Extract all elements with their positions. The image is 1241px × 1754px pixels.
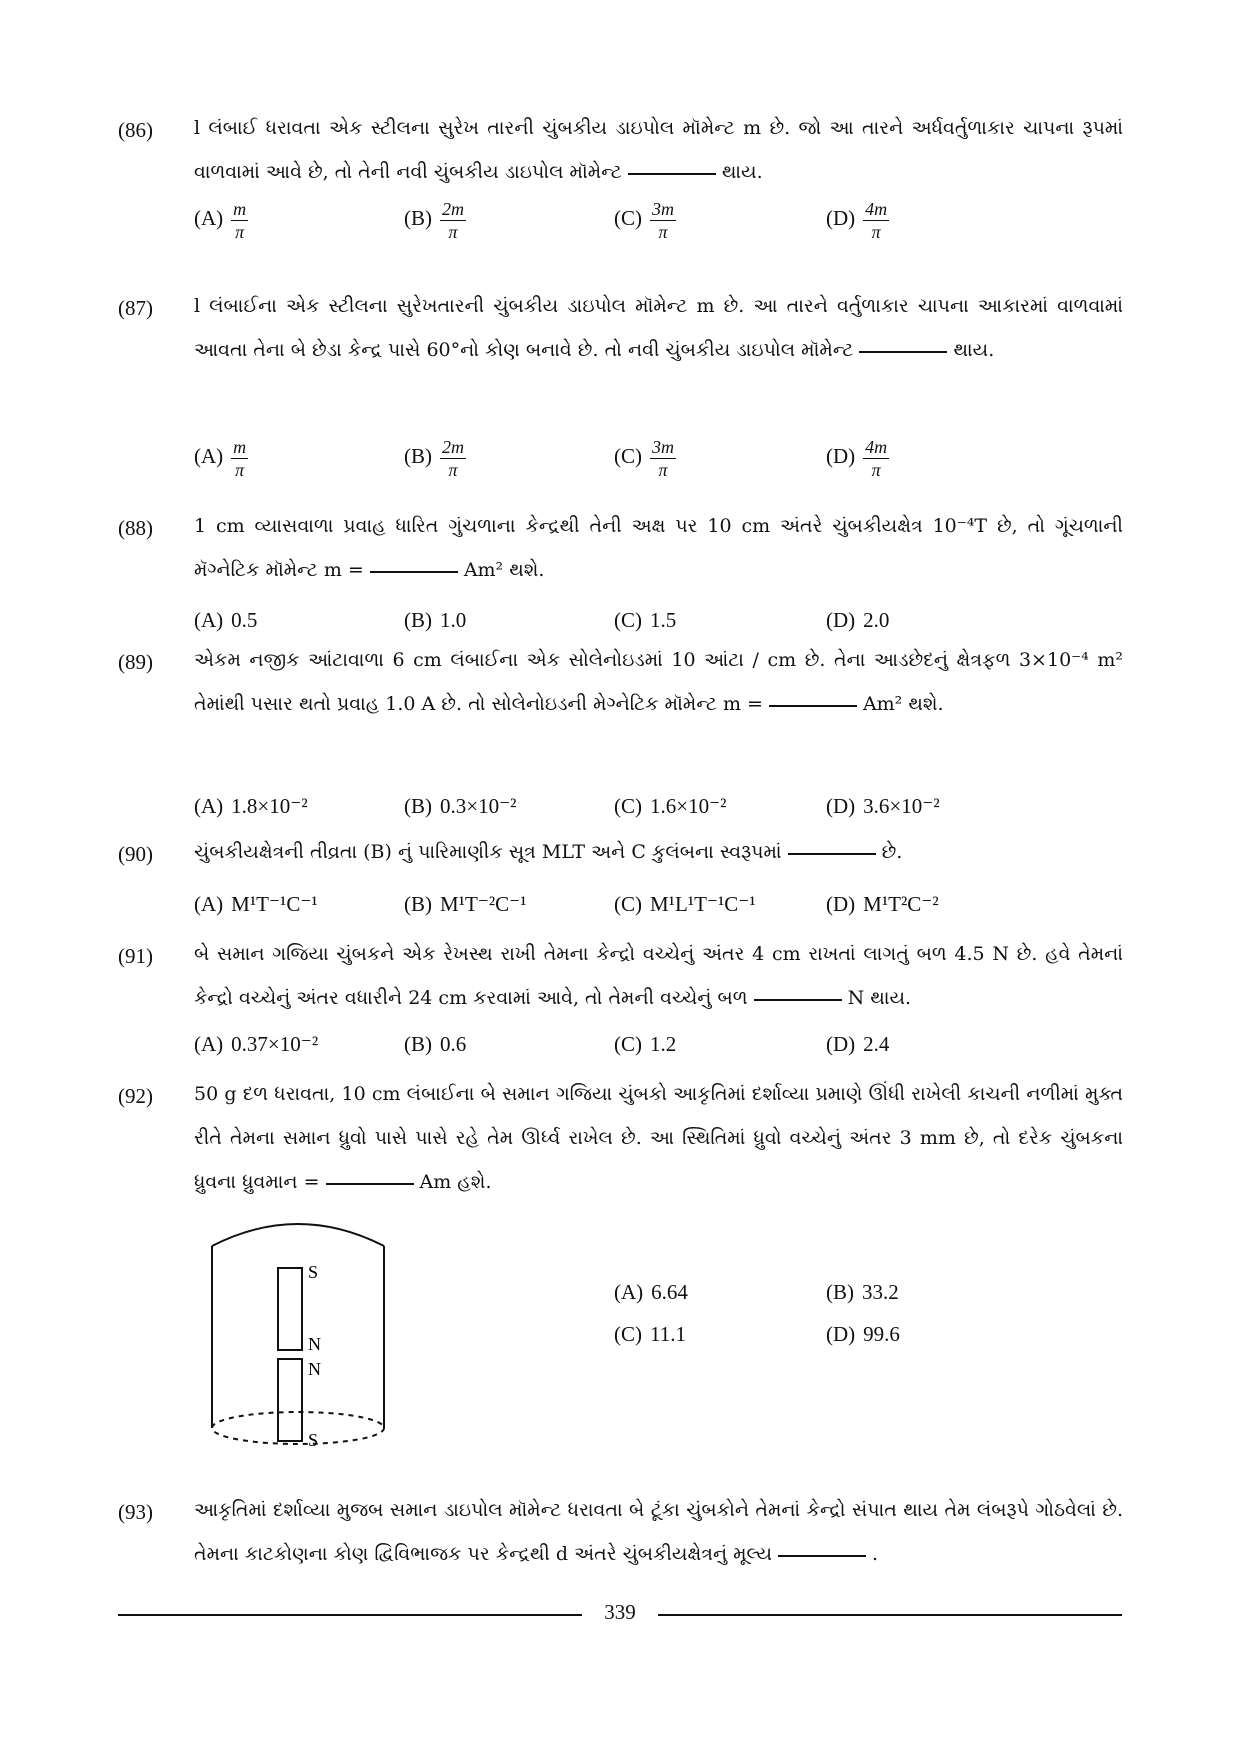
option-c: (C) 1.5	[614, 608, 677, 632]
answer-blank	[769, 704, 857, 707]
question-number: (90)	[118, 842, 153, 866]
option-c: (C) 11.1	[614, 1322, 686, 1346]
option-d: (D) 2.4	[826, 1032, 890, 1056]
question-text: આકૃતિમાં દર્શાવ્યા મુજબ સમાન ડાઇપોલ મૉમેન્ટ ધરાવતા બે ટૂંકા ચુંબકોને તેમનાં કેન્દ્રો સંપાત થાય તેમ લંબરૂપે ગોઠવેલાં છે. તેમના કાટકોણના કોણ દ્વિવિભાજક પર કેન્દ્રથી d અંતરે ચુંબકીયક્ષેત્રનું મૂલ્ય .	[194, 1499, 1123, 1565]
option-b: (B) M¹T⁻²C⁻¹	[404, 892, 527, 916]
question-number: (87)	[118, 296, 153, 320]
option-c: (C) M¹L¹T⁻¹C⁻¹	[614, 892, 756, 916]
question-number: (93)	[118, 1500, 153, 1524]
option-b: (B) $\frac{2m}{\pi}$	[404, 199, 464, 242]
option-b: (B) 33.2	[826, 1280, 899, 1304]
answer-blank	[859, 350, 947, 353]
option-c: (C) $\frac{3m}{\pi}$	[614, 437, 674, 480]
option-a: (A) M¹T⁻¹C⁻¹	[194, 892, 318, 916]
page-number: 339	[604, 1600, 636, 1624]
fraction: $\frac{m}{\pi}$	[233, 199, 247, 242]
option-a: (A) 6.64	[614, 1280, 688, 1304]
question-text: એકમ નજીક આંટાવાળા 6 cm લંબાઈના એક સોલેનોઇડમાં 10 આંટા / cm છે. તેના આડછેદનું ક્ષેત્રફળ 3×10⁻⁴ m² તેમાંથી પસાર થતો પ્રવાહ 1.0 A છે. તો સોલેનોઇડની મેગ્નેટિક મૉમેન્ટ m = Am² થશે.	[194, 649, 1123, 715]
option-c: (C) 1.6×10⁻²	[614, 794, 727, 818]
question-number: (92)	[118, 1084, 153, 1108]
lower-magnet-top-pole: N	[308, 1359, 321, 1379]
option-c: (C) 1.2	[614, 1032, 677, 1056]
footer-rule-right	[658, 1614, 1122, 1616]
fraction: $\frac{3m}{\pi}$	[652, 437, 674, 480]
question-text: l લંબાઈ ધરાવતા એક સ્ટીલના સુરેખ તારની ચુંબકીય ડાઇપોલ મૉમેન્ટ m છે. જો આ તારને અર્ધવર્તુળાકાર ચાપના રૂપમાં વાળવામાં આવે છે, તો તેની નવી ચુંબકીય ડાઇપોલ મૉમેન્ટ થાય.	[194, 117, 1123, 183]
fraction: $\frac{3m}{\pi}$	[652, 199, 674, 242]
fraction: $\frac{2m}{\pi}$	[442, 199, 464, 242]
tube-bottom-ellipse	[212, 1412, 384, 1444]
upper-magnet-bottom-pole: N	[308, 1334, 321, 1354]
tube-top-arch	[212, 1224, 384, 1246]
fraction: $\frac{2m}{\pi}$	[442, 437, 464, 480]
question-number: (88)	[118, 516, 153, 540]
options	[194, 436, 1123, 486]
option-d: (D) 99.6	[826, 1322, 900, 1346]
question-text: ચુંબકીયક્ષેત્રની તીવ્રતા (B) નું પારિમાણીક સૂત્ર MLT અને C કુલંબના સ્વરૂપમાં છે.	[194, 841, 903, 863]
answer-blank	[754, 998, 842, 1001]
option-a: (A) $\frac{m}{\pi}$	[194, 437, 247, 480]
option-d: (D) 3.6×10⁻²	[826, 794, 940, 818]
lower-magnet-bottom-pole: S	[308, 1430, 319, 1450]
option-a: (A) 1.8×10⁻²	[194, 794, 308, 818]
question-text: બે સમાન ગજિયા ચુંબકને એક રેખસ્થ રાખી તેમના કેન્દ્રો વચ્ચેનું અંતર 4 cm રાખતાં લાગતું બળ 4.5 N છે. હવે તેમનાં કેન્દ્રો વચ્ચેનું અંતર વધારીને 24 cm કરવામાં આવે, તો તેમની વચ્ચેનું બળ N થાય.	[194, 943, 1123, 1009]
answer-blank	[628, 172, 716, 175]
option-b: (B) 1.0	[404, 608, 467, 632]
question-number: (86)	[118, 118, 153, 142]
question-text: 50 g દળ ધરાવતા, 10 cm લંબાઈના બે સમાન ગજિયા ચુંબકો આકૃતિમાં દર્શાવ્યા પ્રમાણે ઊંધી રાખેલી કાચની નળીમાં મુક્ત રીતે તેમના સમાન ધ્રુવો પાસે પાસે રહે તેમ ઊર્ધ્વ રાખેલ છે. આ સ્થિતિમાં ધ્રુવો વચ્ચેનું અંતર 3 mm છે, તો દરેક ચુંબકના ધ્રુવના ધ્રુવમાન = Am હશે.	[194, 1083, 1123, 1193]
options	[194, 198, 1123, 248]
fraction: $\frac{4m}{\pi}$	[865, 437, 888, 480]
option-a: (A) $\frac{m}{\pi}$	[194, 199, 247, 242]
option-c: (C) $\frac{3m}{\pi}$	[614, 199, 674, 242]
option-d: (D) $\frac{4m}{\pi}$	[826, 199, 888, 242]
options-row-2	[194, 1322, 1123, 1372]
fraction: $\frac{4m}{\pi}$	[865, 199, 888, 242]
upper-magnet-top-pole: S	[308, 1262, 319, 1282]
option-d: (D) $\frac{4m}{\pi}$	[826, 437, 888, 480]
answer-blank	[370, 570, 458, 573]
question-text: 1 cm વ્યાસવાળા પ્રવાહ ધારિત ગુંચળાના કેન્દ્રથી તેની અક્ષ પર 10 cm અંતરે ચુંબકીયક્ષેત્ર 10⁻⁴T છે, તો ગૂંચળાની મૅગ્નેટિક મૉમેન્ટ m = Am² થશે.	[194, 515, 1123, 581]
fraction: $\frac{m}{\pi}$	[233, 437, 247, 480]
option-a: (A) 0.37×10⁻²	[194, 1032, 319, 1056]
question-number: (89)	[118, 650, 153, 674]
option-b: (B) 0.3×10⁻²	[404, 794, 517, 818]
footer-rule-left	[118, 1614, 582, 1616]
question-text: l લંબાઈના એક સ્ટીલના સુરેખતારની ચુંબકીય ડાઇપોલ મૉમેન્ટ m છે. આ તારને વર્તુળાકાર ચાપના આકારમાં વાળવામાં આવતા તેના બે છેડા કેન્દ્ર પાસે 60°નો કોણ બનાવે છે. તો નવી ચુંબકીય ડાઇપોલ મૉમેન્ટ થાય.	[194, 295, 1123, 361]
option-a: (A) 0.5	[194, 608, 258, 632]
option-d: (D) M¹T²C⁻²	[826, 892, 939, 916]
answer-blank	[778, 1554, 866, 1557]
answer-blank	[788, 852, 876, 855]
option-d: (D) 2.0	[826, 608, 890, 632]
option-b: (B) 0.6	[404, 1032, 467, 1056]
answer-blank	[326, 1182, 414, 1185]
option-b: (B) $\frac{2m}{\pi}$	[404, 437, 464, 480]
question-number: (91)	[118, 944, 153, 968]
